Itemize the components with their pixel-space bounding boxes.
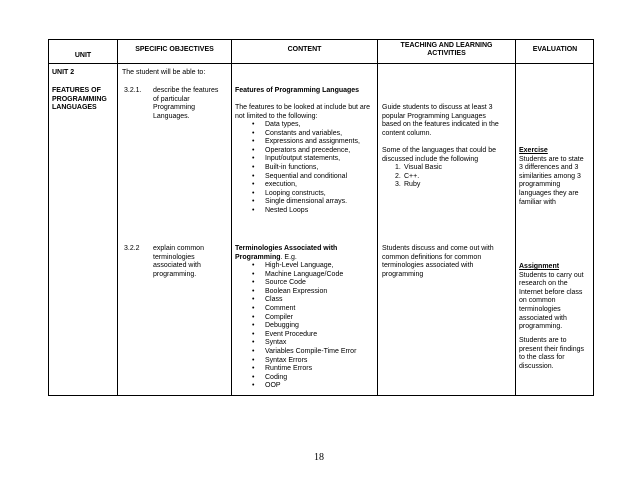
list-item: • Boolean Expression <box>235 288 356 297</box>
column-divider <box>515 40 516 395</box>
list-item: • Single dimensional arrays. <box>235 198 360 207</box>
list-item: • Coding <box>235 374 356 383</box>
objective-code-1: 3.2.1. <box>124 87 142 94</box>
list-item: • Runtime Errors <box>235 365 356 374</box>
column-divider <box>377 40 378 395</box>
features-list <box>235 121 360 216</box>
activities-para-3: Students discuss and come out with common definitions for common terminologies associated with programming <box>382 245 494 278</box>
list-item: 3. Ruby <box>395 181 421 189</box>
evaluation-heading-assignment: Assignment <box>519 263 560 270</box>
list-item: • OOP <box>235 382 356 391</box>
list-item: • Comment <box>235 305 356 314</box>
evaluation-text-3: Students are to present their findings to the class for discussion. <box>519 337 584 370</box>
list-item: • Class <box>235 296 356 305</box>
list-item-continuation: • execution, <box>235 181 360 190</box>
header-unit: UNIT <box>74 52 92 59</box>
list-item: 1. Visual Basic <box>395 164 443 171</box>
objective-code-2: 3.2.2 <box>124 245 140 252</box>
list-item: • Input/output statements, <box>235 155 360 164</box>
header-content: CONTENT <box>287 46 322 53</box>
content-title-2: Terminologies Associated with Programming. E.g. <box>235 245 338 261</box>
evaluation-text-2: Students to carry out research on the Internet before class on common terminologies associated with programming. <box>519 271 584 331</box>
list-item: • Syntax <box>235 339 356 348</box>
list-item: • Machine Language/Code <box>235 271 356 280</box>
activities-para-2: Some of the languages that could be discussed include the following <box>382 147 497 163</box>
evaluation-heading-exercise: Exercise <box>519 147 548 154</box>
content-title-1: Features of Programming Languages <box>235 87 360 94</box>
list-item: • Source Code <box>235 279 356 288</box>
list-item: • Event Procedure <box>235 331 356 340</box>
list-item: • Data types, <box>235 121 360 130</box>
list-item: • Nested Loops <box>235 207 360 216</box>
languages-list <box>382 164 442 190</box>
header-activities: TEACHING AND LEARNING ACTIVITIES <box>400 42 493 57</box>
terminologies-list <box>235 262 356 391</box>
header-divider <box>49 63 593 64</box>
page-number: 18 <box>314 452 324 463</box>
list-item: 2. C++. <box>395 172 420 180</box>
list-item: • Looping constructs, <box>235 190 360 199</box>
column-divider <box>117 40 118 395</box>
list-item: • Operators and precedence, <box>235 147 360 156</box>
evaluation-text-1: Students are to state 3 differences and 3 similarities among 3 programming languages they are familiar with <box>519 155 584 206</box>
list-item: • High-Level Language, <box>235 262 356 271</box>
unit-number: UNIT 2 <box>52 69 75 76</box>
objective-text-1: describe the features of particular Programming Languages. <box>153 87 219 120</box>
list-item: • Expressions and assignments, <box>235 138 360 147</box>
list-item: • Variables Compile-Time Error <box>235 348 356 357</box>
content-intro-1: The features to be looked at include but are not limited to the following: <box>235 104 371 120</box>
list-item: • Syntax Errors <box>235 357 356 366</box>
header-evaluation: EVALUATION <box>532 46 578 53</box>
list-item: • Sequential and conditional <box>235 173 360 182</box>
list-item: • Built-in functions, <box>235 164 360 173</box>
list-item: • Constants and variables, <box>235 130 360 139</box>
column-divider <box>231 40 232 395</box>
unit-title: FEATURES OF PROGRAMMING LANGUAGES <box>52 87 107 112</box>
header-objectives: SPECIFIC OBJECTIVES <box>135 46 214 53</box>
objectives-intro: The student will be able to: <box>122 69 206 76</box>
activities-para-1: Guide students to discuss at least 3 popular Programming Languages based on the features indicated in the content column. <box>382 104 499 137</box>
list-item: • Compiler <box>235 314 356 323</box>
curriculum-table <box>48 39 594 396</box>
list-item: • Debugging <box>235 322 356 331</box>
objective-text-2: explain common terminologies associated with programming. <box>153 245 204 278</box>
